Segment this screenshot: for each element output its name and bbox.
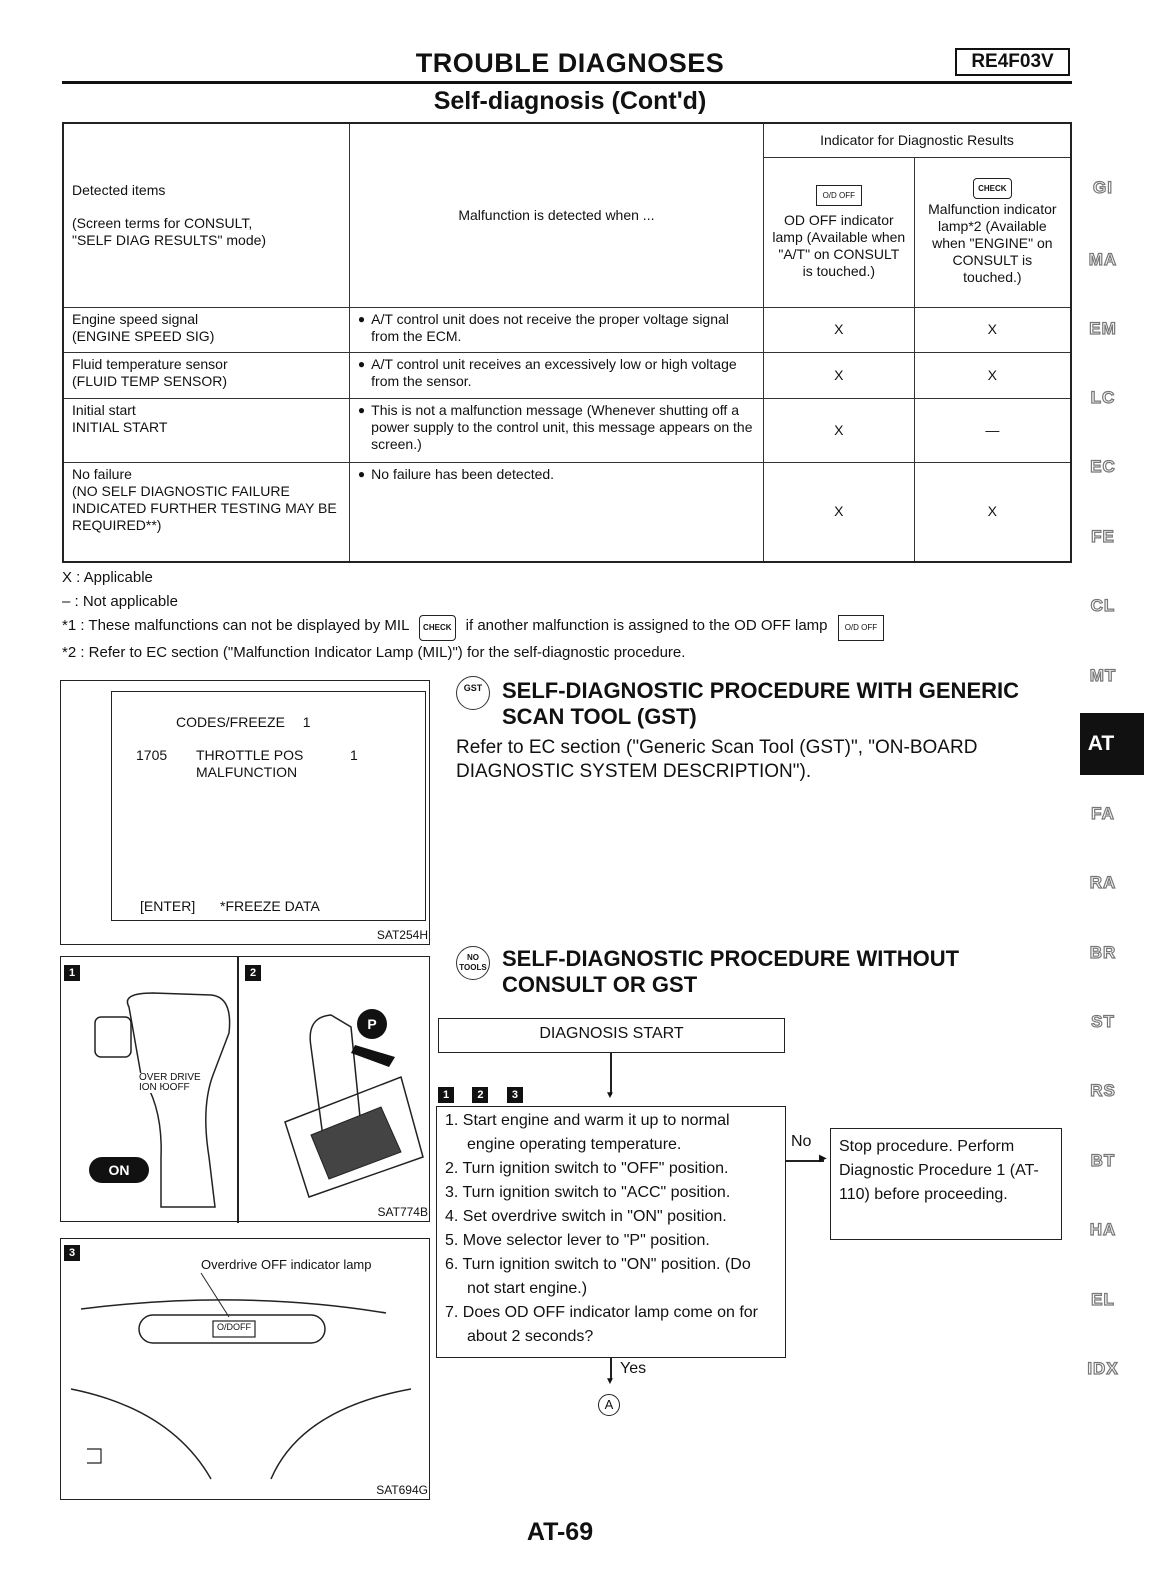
row-mil: X	[914, 307, 1071, 352]
figure-switch-lever	[60, 956, 430, 1222]
header-mil	[914, 157, 1071, 307]
step-badge-1: 1	[64, 965, 80, 981]
row-item-term: (NO SELF DIAGNOSTIC FAILURE INDICATED FURTHER TESTING MAY BE REQUIRED**)	[72, 482, 337, 533]
row-malfunction: This is not a malfunction message (Whenever shutting off a power supply to the control unit, this message appears on the screen.)	[371, 401, 753, 452]
connector-a: A	[598, 1394, 620, 1416]
tab-lc[interactable]: LC	[1090, 388, 1116, 407]
combination-meter-illustration	[61, 1239, 431, 1501]
section-gst-body-line2: DIAGNOSTIC SYSTEM DESCRIPTION").	[456, 761, 812, 782]
page-title: TROUBLE DIAGNOSES	[415, 48, 725, 78]
row-item: Initial start	[72, 401, 136, 418]
tab-gi[interactable]: GI	[1093, 178, 1113, 197]
bullet-icon: ●	[357, 311, 366, 326]
section-nogst-title-line2: CONSULT OR GST	[502, 972, 698, 997]
section-gst-title-line1: SELF-DIAGNOSTIC PROCEDURE WITH GENERIC	[502, 678, 1020, 703]
lamp-callout: Overdrive OFF indicator lamp	[201, 1257, 372, 1272]
row-mil: X	[914, 462, 1071, 562]
od-off-label: OD OFF indicator lamp (Available when "A/T" on CONSULT is touched.)	[772, 211, 906, 279]
flow-arrow-line	[610, 1053, 612, 1095]
park-position-badge: P	[357, 1009, 387, 1039]
od-off-icon: O/D OFF	[838, 615, 884, 641]
row-od: X	[763, 307, 914, 352]
gst-codes-freeze: CODES/FREEZE	[176, 714, 285, 730]
diagnostic-results-table	[62, 122, 1072, 563]
tab-ec[interactable]: EC	[1090, 457, 1116, 476]
table-row	[63, 307, 1071, 352]
gst-enter-key: [ENTER]	[140, 898, 196, 914]
tab-rs[interactable]: RS	[1090, 1081, 1116, 1100]
od-switch-text1: OVER DRIVE	[139, 1072, 201, 1083]
row-od: X	[763, 462, 914, 562]
table-row	[63, 398, 1071, 462]
gst-code-num: 1	[350, 747, 358, 763]
od-switch-label	[139, 1073, 201, 1093]
step-badge-3: 3	[64, 1245, 80, 1261]
stop-procedure-box: Stop procedure. Perform Diagnostic Procedure 1 (AT-110) before proceeding.	[830, 1128, 1062, 1240]
diagnosis-start-box: DIAGNOSIS START	[438, 1018, 785, 1053]
row-item: Fluid temperature sensor	[72, 355, 228, 372]
flow-step-badges	[438, 1085, 523, 1103]
bullet-icon: ●	[357, 402, 366, 417]
gst-line1	[176, 714, 311, 730]
flow-step: 1. Start engine and warm it up to normal engine operating temperature.	[445, 1112, 730, 1153]
bullet-icon: ●	[357, 356, 366, 371]
flow-step: 5. Move selector lever to "P" position.	[445, 1232, 710, 1249]
od-off-icon: O/D OFF	[816, 185, 862, 206]
mil-label: Malfunction indicator lamp*2 (Available when "ENGINE" on CONSULT is touched.)	[928, 201, 1057, 285]
tab-ma[interactable]: MA	[1088, 250, 1118, 269]
flow-step: 4. Set overdrive switch in "ON" position.	[445, 1208, 727, 1225]
header-od-off-lamp	[763, 157, 914, 307]
row-item-term: (ENGINE SPEED SIG)	[72, 327, 215, 344]
figure-ref: SAT774B	[377, 1205, 428, 1219]
down-arrow-icon: ▼	[605, 1090, 615, 1101]
right-arrow-icon: ▶	[819, 1153, 827, 1164]
header-detected-line1: Detected items	[72, 181, 166, 198]
gst-message-line1: THROTTLE POS	[196, 747, 304, 763]
row-mil: —	[914, 398, 1071, 462]
note-applicable: X : Applicable	[62, 569, 153, 586]
page-subtitle: Self-diagnosis (Cont'd)	[433, 87, 707, 115]
step-badge-2: 2	[245, 965, 261, 981]
tab-fe[interactable]: FE	[1091, 527, 1115, 546]
figure-indicator-lamp	[60, 1238, 430, 1500]
table-notes	[62, 566, 884, 665]
note-1	[62, 614, 884, 641]
section-nogst-title-line1: SELF-DIAGNOSTIC PROCEDURE WITHOUT	[502, 946, 960, 971]
section-gst-body	[456, 736, 977, 784]
figure-ref: SAT254H	[376, 928, 428, 942]
note-1-text-a: *1 : These malfunctions can not be displayed by MIL	[62, 617, 409, 634]
no-tools-icon: NO TOOLS	[456, 946, 490, 980]
step-badge-2: 2	[472, 1087, 488, 1103]
tab-br[interactable]: BR	[1089, 943, 1117, 962]
gst-freeze-data: *FREEZE DATA	[220, 898, 320, 914]
tab-bt[interactable]: BT	[1090, 1151, 1116, 1170]
model-code: RE4F03V	[955, 48, 1070, 76]
tab-mt[interactable]: MT	[1089, 666, 1117, 685]
section-gst-title-line2: SCAN TOOL (GST)	[502, 704, 697, 729]
gst-display	[111, 691, 426, 921]
row-mil: X	[914, 352, 1071, 398]
tab-fa[interactable]: FA	[1091, 804, 1115, 823]
figure-ref: SAT694G	[376, 1483, 428, 1497]
table-row	[63, 352, 1071, 398]
tab-ha[interactable]: HA	[1089, 1220, 1117, 1239]
row-od: X	[763, 398, 914, 462]
row-malfunction: No failure has been detected.	[371, 465, 555, 482]
flow-step: 2. Turn ignition switch to "OFF" position.	[445, 1160, 729, 1177]
flow-yes-label: Yes	[620, 1360, 647, 1377]
tab-at-active[interactable]: AT	[1080, 713, 1144, 775]
row-item-term: (FLUID TEMP SENSOR)	[72, 372, 228, 389]
gst-tool-icon: GST	[456, 676, 490, 710]
flow-no-label: No	[791, 1133, 812, 1150]
section-nogst-title	[502, 946, 959, 998]
bullet-icon: ●	[357, 466, 366, 481]
section-gst-body-line1: Refer to EC section ("Generic Scan Tool (GST)", "ON-BOARD	[456, 737, 978, 758]
od-switch-text2: ION ЮOFF	[139, 1082, 190, 1093]
row-item: Engine speed signal	[72, 310, 199, 327]
gst-line1-num: 1	[302, 714, 311, 730]
header-detected-items	[63, 123, 349, 307]
row-malfunction: A/T control unit does not receive the proper voltage signal from the ECM.	[371, 310, 729, 344]
flow-step: 6. Turn ignition switch to "ON" position. (Do not start engine.)	[445, 1256, 751, 1297]
gst-message	[196, 747, 303, 781]
flow-step: 7. Does OD OFF indicator lamp come on for about 2 seconds?	[445, 1304, 758, 1345]
row-od: X	[763, 352, 914, 398]
flow-step: 3. Turn ignition switch to "ACC" position.	[445, 1184, 731, 1201]
figure-gst-screen	[60, 680, 430, 945]
header-malfunction: Malfunction is detected when ...	[349, 123, 763, 307]
row-item-term: INITIAL START	[72, 418, 168, 435]
header-detected-line2: (Screen terms for CONSULT,	[72, 214, 253, 231]
down-arrow-icon: ▼	[605, 1376, 615, 1387]
section-gst-title	[502, 678, 1019, 730]
header-rule	[62, 81, 1072, 84]
note-2: *2 : Refer to EC section ("Malfunction Indicator Lamp (MIL)") for the self-diagnostic procedure.	[62, 644, 686, 661]
on-position-badge: ON	[89, 1157, 149, 1183]
row-item: No failure	[72, 465, 132, 482]
shift-knob-illustration	[61, 957, 431, 1223]
row-malfunction: A/T control unit receives an excessively low or high voltage from the sensor.	[371, 355, 737, 389]
note-not-applicable: – : Not applicable	[62, 593, 178, 610]
tab-em[interactable]: EM	[1089, 319, 1117, 338]
gst-message-line2: MALFUNCTION	[196, 764, 298, 780]
od-off-lamp-icon: O/DOFF	[217, 1322, 251, 1332]
step-badge-3: 3	[507, 1087, 523, 1103]
header-detected-line3: "SELF DIAG RESULTS" mode)	[72, 231, 267, 248]
gst-code: 1705	[136, 747, 168, 763]
check-engine-icon: CHECK	[419, 615, 455, 641]
header-indicator: Indicator for Diagnostic Results	[763, 123, 1071, 157]
tab-idx[interactable]: IDX	[1087, 1359, 1119, 1378]
tab-ra[interactable]: RA	[1089, 873, 1117, 892]
flow-steps-box	[436, 1106, 786, 1358]
step-badge-1: 1	[438, 1087, 454, 1103]
note-1-text-b: if another malfunction is assigned to the OD OFF lamp	[465, 617, 828, 634]
check-engine-icon: CHECK	[973, 178, 1011, 199]
table-row	[63, 462, 1071, 562]
tab-cl[interactable]: CL	[1090, 596, 1116, 615]
tab-st[interactable]: ST	[1091, 1012, 1115, 1031]
tab-el[interactable]: EL	[1091, 1290, 1115, 1309]
page-number: AT-69	[526, 1518, 594, 1546]
